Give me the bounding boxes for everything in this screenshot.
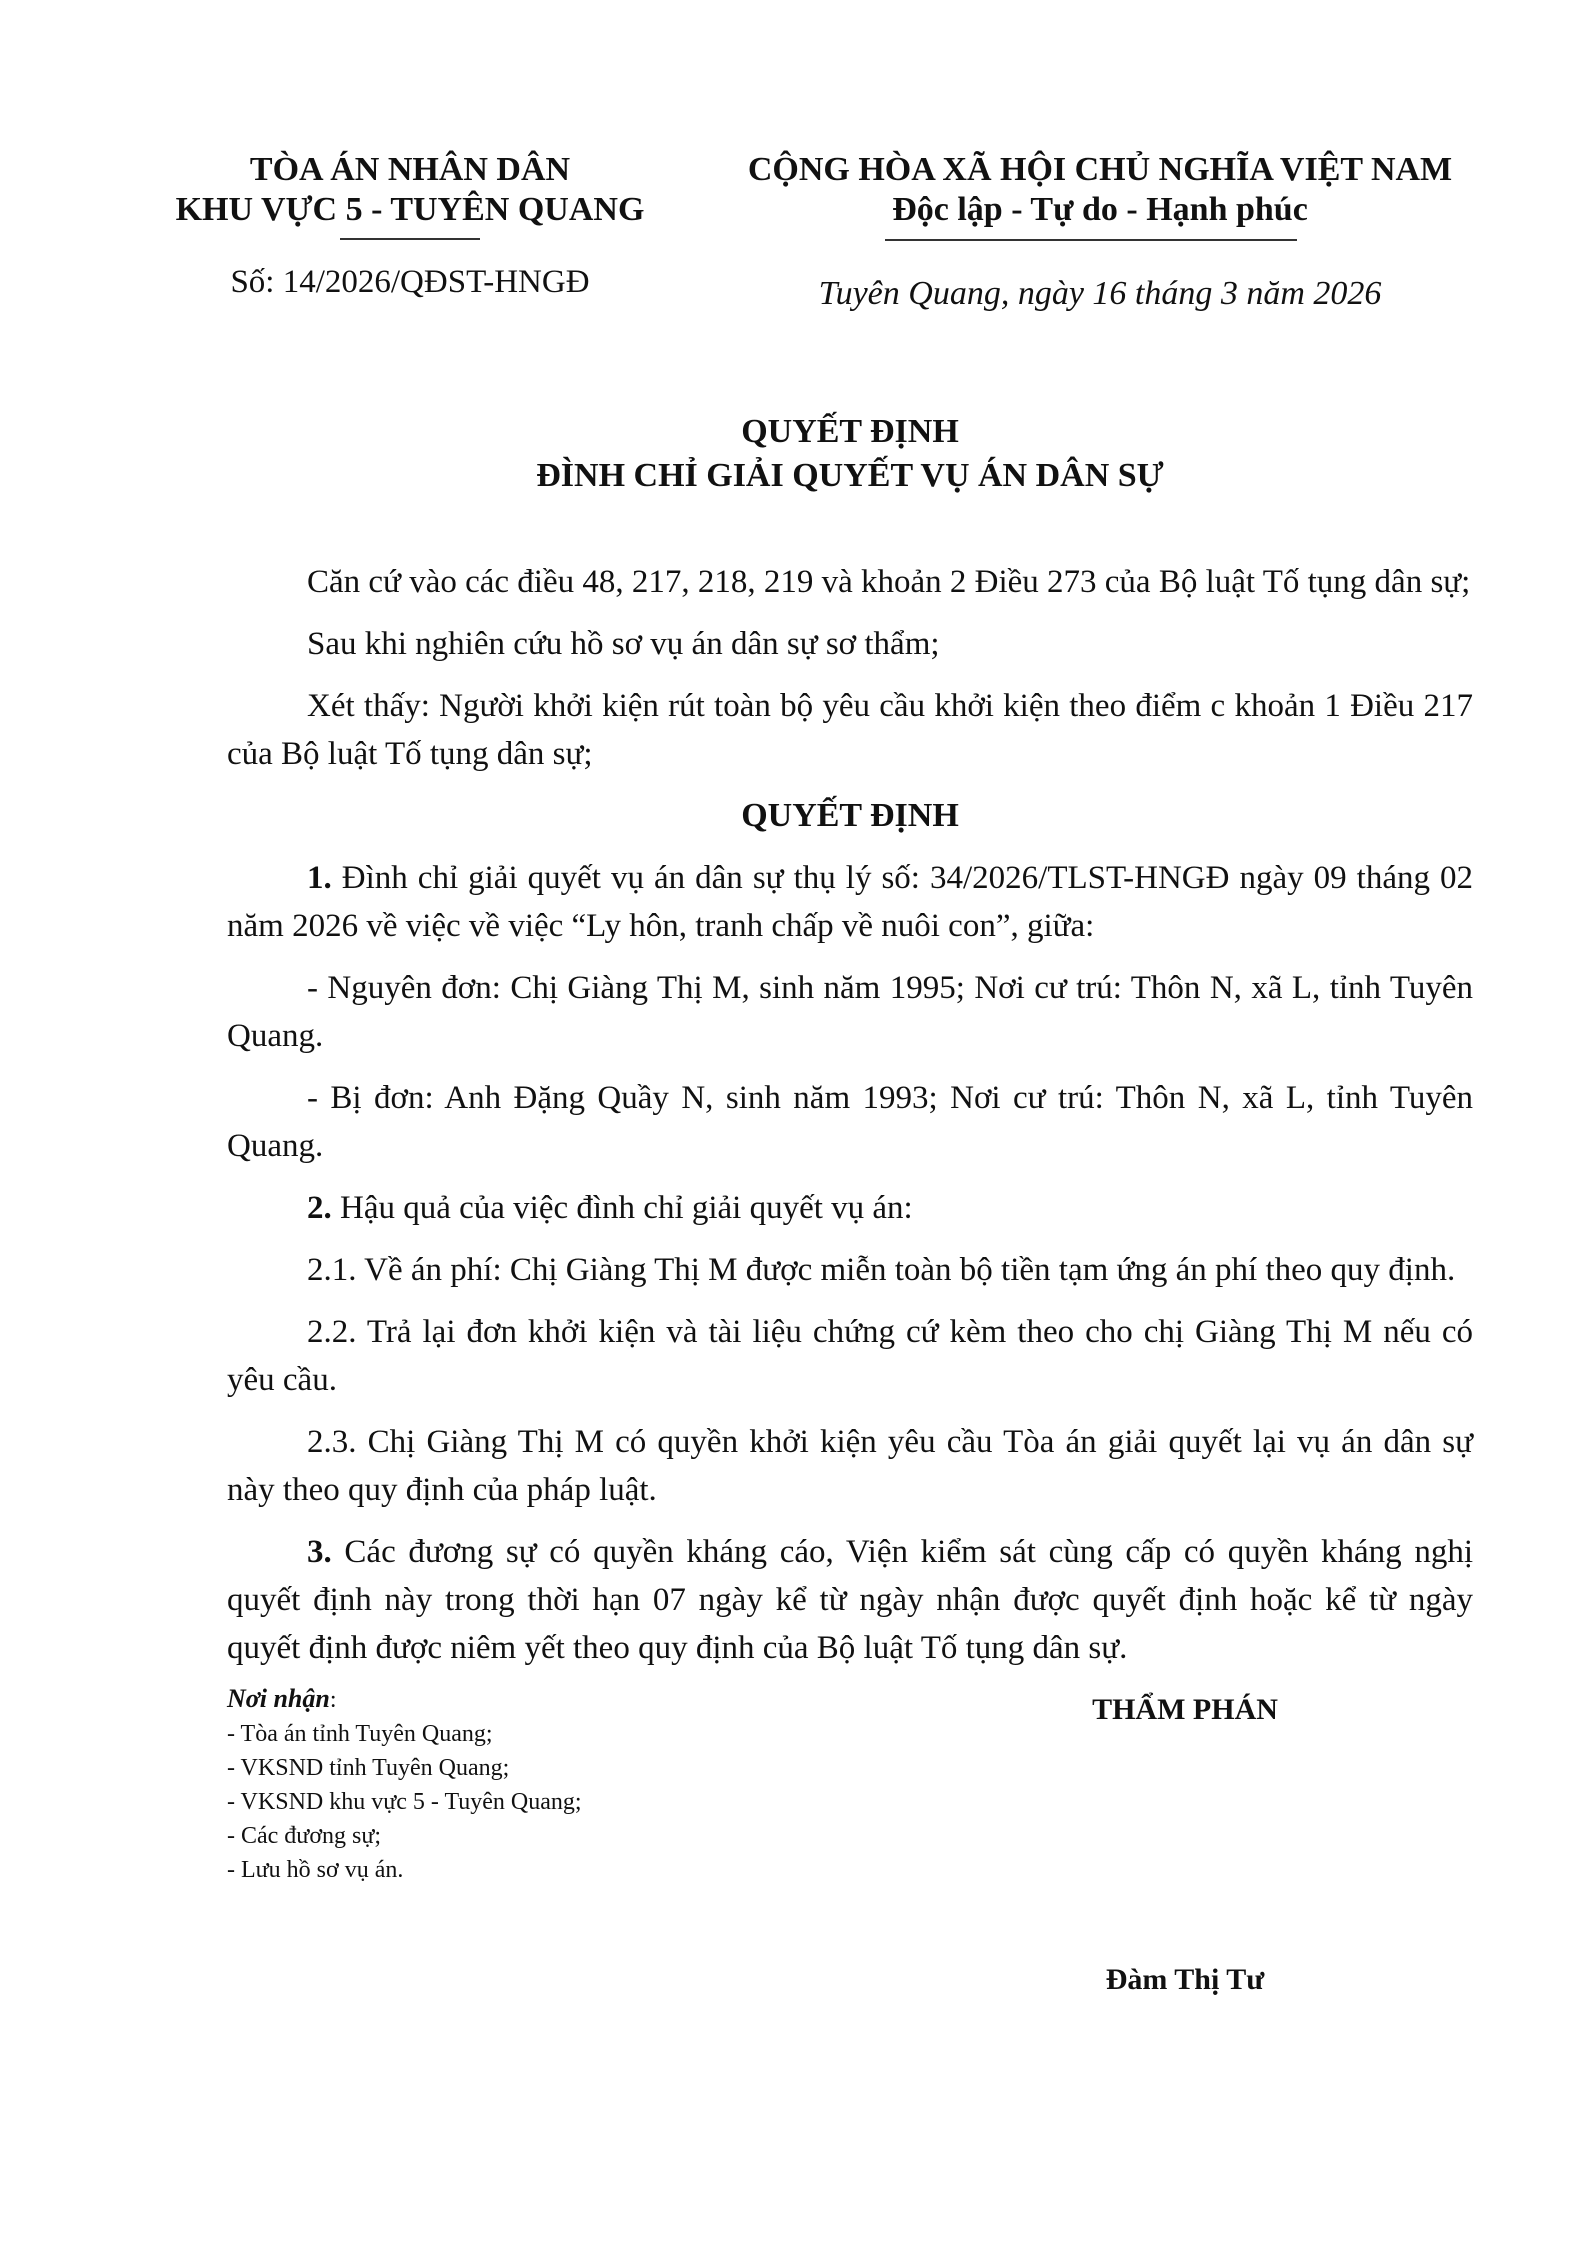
item-text: Hậu quả của việc đình chỉ giải quyết vụ án: — [331, 1190, 913, 1226]
recipients-list — [227, 1717, 827, 1887]
document-title-line1: QUYẾT ĐỊNH — [741, 413, 959, 450]
decision-item-2-1: 2.1. Về án phí: Chị Giàng Thị M được miễn toàn bộ tiền tạm ứng án phí theo quy định. — [307, 1252, 1456, 1288]
court-region: KHU VỰC 5 - TUYÊN QUANG — [175, 191, 645, 228]
recipient-item: - Tòa án tỉnh Tuyên Quang; — [227, 1721, 493, 1747]
national-motto-divider — [885, 239, 1297, 241]
issue-date: Tuyên Quang, ngày 16 tháng 3 năm 2026 — [818, 275, 1382, 312]
document-title-line2: ĐÌNH CHỈ GIẢI QUYẾT VỤ ÁN DÂN SỰ — [536, 457, 1164, 494]
court-name: TÒA ÁN NHÂN DÂN — [249, 151, 571, 188]
decision-item-2-2: 2.2. Trả lại đơn khởi kiện và tài liệu chứng cứ kèm theo cho chị Giàng Thị M nếu có yêu cầu. — [227, 1314, 1473, 1398]
decision-item-1 — [227, 854, 1473, 950]
decision-heading: QUYẾT ĐỊNH — [741, 797, 959, 834]
defendant-paragraph: - Bị đơn: Anh Đặng Quầy N, sinh năm 1993; Nơi cư trú: Thôn N, xã L, tỉnh Tuyên Quang. — [227, 1080, 1473, 1164]
recipient-item: - VKSND khu vực 5 - Tuyên Quang; — [227, 1789, 582, 1815]
court-name-block — [160, 150, 660, 230]
national-motto: Độc lập - Tự do - Hạnh phúc — [892, 191, 1308, 228]
court-name-divider — [340, 238, 480, 240]
item-text: Các đương sự có quyền kháng cáo, Viện kiểm sát cùng cấp có quyền kháng nghị quyết định này trong thời hạn 07 ngày kể từ ngày nhận được quyết định hoặc kể từ ngày quyết định được niêm yết theo quy định của Bộ luật Tố tụng dân sự. — [227, 1534, 1473, 1666]
decision-item-3 — [227, 1528, 1473, 1672]
document-body — [227, 558, 1473, 1672]
national-title: CỘNG HÒA XÃ HỘI CHỦ NGHĨA VIỆT NAM — [747, 151, 1453, 188]
item-number: 1. — [307, 860, 332, 896]
basis-paragraph: Căn cứ vào các điều 48, 217, 218, 219 và khoản 2 Điều 273 của Bộ luật Tố tụng dân sự; — [307, 564, 1471, 600]
recipient-item: - VKSND tỉnh Tuyên Quang; — [227, 1755, 510, 1781]
plaintiff-paragraph: - Nguyên đơn: Chị Giàng Thị M, sinh năm 1995; Nơi cư trú: Thôn N, xã L, tỉnh Tuyên Quang. — [227, 970, 1473, 1054]
document-title — [227, 410, 1473, 498]
decision-item-2 — [227, 1184, 1473, 1232]
recipients-label: Nơi nhận — [227, 1684, 330, 1713]
item-number: 3. — [307, 1534, 332, 1570]
item-number: 2. — [307, 1190, 332, 1226]
basis-paragraph: Xét thấy: Người khởi kiện rút toàn bộ yêu cầu khởi kiện theo điểm c khoản 1 Điều 217 của Bộ luật Tố tụng dân sự; — [227, 688, 1473, 772]
item-text: Đình chỉ giải quyết vụ án dân sự thụ lý số: 34/2026/TLST-HNGĐ ngày 09 tháng 02 năm 2026 về việc về việc “Ly hôn, tranh chấp về nuôi con”, giữa: — [227, 860, 1473, 944]
recipient-item: - Lưu hồ sơ vụ án. — [227, 1857, 404, 1883]
recipients-label-colon: : — [329, 1687, 337, 1713]
decision-item-2-3: 2.3. Chị Giàng Thị M có quyền khởi kiện yêu cầu Tòa án giải quyết lại vụ án dân sự này theo quy định của pháp luật. — [227, 1424, 1473, 1508]
national-header-block — [700, 150, 1500, 230]
recipient-item: - Các đương sự; — [227, 1823, 382, 1849]
document-number: Số: 14/2026/QĐST-HNGĐ — [230, 264, 590, 300]
signer-name: Đàm Thị Tư — [1105, 1963, 1265, 1996]
signer-title: THẨM PHÁN — [1092, 1693, 1278, 1726]
basis-paragraph: Sau khi nghiên cứu hồ sơ vụ án dân sự sơ thẩm; — [307, 626, 940, 662]
recipients-block — [227, 1682, 827, 1887]
